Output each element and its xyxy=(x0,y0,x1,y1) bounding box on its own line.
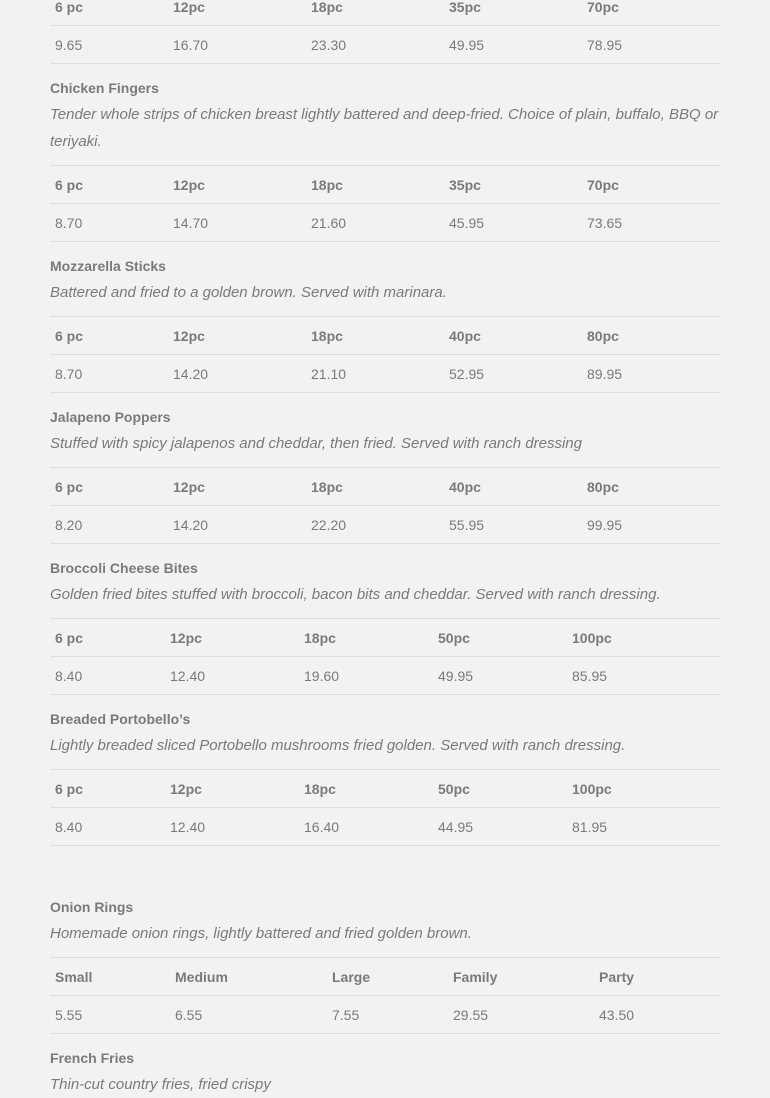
size-header: 18pc xyxy=(299,770,433,808)
table-row xyxy=(50,26,720,64)
table-row xyxy=(50,657,720,695)
item-description: Golden fried bites stuffed with broccoli, bacon bits and cheddar. Served with ranch dressing. xyxy=(50,586,661,603)
price-table xyxy=(50,618,720,695)
price-cell: 16.40 xyxy=(299,808,433,846)
size-header: 12pc xyxy=(168,317,306,355)
size-header: 100pc xyxy=(567,770,720,808)
price-cell: 49.95 xyxy=(444,26,582,64)
item-description: Stuffed with spicy jalapenos and cheddar, then fried. Served with ranch dressing xyxy=(50,435,582,452)
price-cell: 8.70 xyxy=(50,355,168,393)
price-cell: 55.95 xyxy=(444,506,582,544)
menu-item-broccoli-cheese-bites xyxy=(50,558,720,695)
price-cell: 7.55 xyxy=(327,996,448,1034)
table-row xyxy=(50,958,720,996)
price-table xyxy=(50,467,720,544)
item-description: Tender whole strips of chicken breast lightly battered and deep-fried. Choice of plain, buffalo, BBQ or teriyaki. xyxy=(50,106,719,150)
price-cell: 89.95 xyxy=(582,355,720,393)
size-header: 35pc xyxy=(444,166,582,204)
item-title: Breaded Portobello’s xyxy=(50,711,191,727)
item-title: French Fries xyxy=(50,1050,135,1066)
table-row xyxy=(50,204,720,242)
size-header: 12pc xyxy=(168,166,306,204)
menu-item-breaded-portobellos xyxy=(50,709,720,846)
size-header: Large xyxy=(327,958,448,996)
price-cell: 9.65 xyxy=(50,26,168,64)
menu-item-chicken-fingers xyxy=(50,78,720,242)
menu-item-mozzarella-sticks xyxy=(50,256,720,393)
price-cell: 43.50 xyxy=(594,996,720,1034)
price-cell: 99.95 xyxy=(582,506,720,544)
item-description: Thin-cut country fries, fried crispy xyxy=(50,1076,271,1093)
price-cell: 14.20 xyxy=(168,506,306,544)
size-header: 6 pc xyxy=(50,0,168,26)
price-table xyxy=(50,957,720,1034)
size-header: 50pc xyxy=(433,619,567,657)
price-cell: 73.65 xyxy=(582,204,720,242)
price-cell: 14.20 xyxy=(168,355,306,393)
table-row xyxy=(50,506,720,544)
size-header: 80pc xyxy=(582,317,720,355)
item-title: Mozzarella Sticks xyxy=(50,258,166,274)
price-cell: 12.40 xyxy=(165,657,299,695)
price-cell: 6.55 xyxy=(170,996,327,1034)
size-header: 12pc xyxy=(165,770,299,808)
table-row xyxy=(50,355,720,393)
size-header: Medium xyxy=(170,958,327,996)
price-cell: 14.70 xyxy=(168,204,306,242)
menu-item-onion-rings xyxy=(50,897,720,1034)
size-header: 12pc xyxy=(168,0,306,26)
table-row xyxy=(50,166,720,204)
price-cell: 52.95 xyxy=(444,355,582,393)
size-header: 6 pc xyxy=(50,317,168,355)
size-header: 40pc xyxy=(444,468,582,506)
size-header: Small xyxy=(50,958,170,996)
price-cell: 44.95 xyxy=(433,808,567,846)
size-header: 12pc xyxy=(168,468,306,506)
item-description: Lightly breaded sliced Portobello mushrooms fried golden. Served with ranch dressing. xyxy=(50,737,626,754)
size-header: 70pc xyxy=(582,166,720,204)
table-row xyxy=(50,468,720,506)
price-table xyxy=(50,316,720,393)
price-cell: 85.95 xyxy=(567,657,720,695)
table-row xyxy=(50,317,720,355)
price-cell: 5.55 xyxy=(50,996,170,1034)
price-cell: 29.55 xyxy=(448,996,594,1034)
size-header: 6 pc xyxy=(50,166,168,204)
price-table xyxy=(50,165,720,242)
size-header: Family xyxy=(448,958,594,996)
price-cell: 49.95 xyxy=(433,657,567,695)
table-row xyxy=(50,0,720,26)
price-table xyxy=(50,0,720,64)
size-header: 18pc xyxy=(306,317,444,355)
size-header: 40pc xyxy=(444,317,582,355)
price-cell: 81.95 xyxy=(567,808,720,846)
size-header: 18pc xyxy=(306,468,444,506)
size-header: Party xyxy=(594,958,720,996)
size-header: 18pc xyxy=(299,619,433,657)
item-title: Chicken Fingers xyxy=(50,80,159,96)
price-table xyxy=(50,769,720,846)
price-cell: 8.40 xyxy=(50,657,165,695)
item-title: Onion Rings xyxy=(50,899,134,915)
size-header: 18pc xyxy=(306,166,444,204)
table-row xyxy=(50,996,720,1034)
size-header: 6 pc xyxy=(50,770,165,808)
price-cell: 16.70 xyxy=(168,26,306,64)
size-header: 50pc xyxy=(433,770,567,808)
size-header: 18pc xyxy=(306,0,444,26)
size-header: 35pc xyxy=(444,0,582,26)
price-cell: 23.30 xyxy=(306,26,444,64)
menu-item-wings-continued xyxy=(50,0,720,64)
size-header: 80pc xyxy=(582,468,720,506)
size-header: 6 pc xyxy=(50,619,165,657)
menu-item-jalapeno-poppers xyxy=(50,407,720,544)
size-header: 6 pc xyxy=(50,468,168,506)
price-cell: 21.10 xyxy=(306,355,444,393)
item-title: Broccoli Cheese Bites xyxy=(50,560,198,576)
item-description: Homemade onion rings, lightly battered and fried golden brown. xyxy=(50,925,472,942)
item-description: Battered and fried to a golden brown. Served with marinara. xyxy=(50,284,447,301)
price-cell: 45.95 xyxy=(444,204,582,242)
size-header: 12pc xyxy=(165,619,299,657)
price-cell: 78.95 xyxy=(582,26,720,64)
size-header: 100pc xyxy=(567,619,720,657)
table-row xyxy=(50,770,720,808)
price-cell: 22.20 xyxy=(306,506,444,544)
table-row xyxy=(50,619,720,657)
menu-item-french-fries xyxy=(50,1048,720,1098)
table-row xyxy=(50,808,720,846)
item-title: Jalapeno Poppers xyxy=(50,409,171,425)
price-cell: 21.60 xyxy=(306,204,444,242)
price-cell: 8.40 xyxy=(50,808,165,846)
price-cell: 12.40 xyxy=(165,808,299,846)
price-cell: 8.20 xyxy=(50,506,168,544)
price-cell: 19.60 xyxy=(299,657,433,695)
size-header: 70pc xyxy=(582,0,720,26)
price-cell: 8.70 xyxy=(50,204,168,242)
